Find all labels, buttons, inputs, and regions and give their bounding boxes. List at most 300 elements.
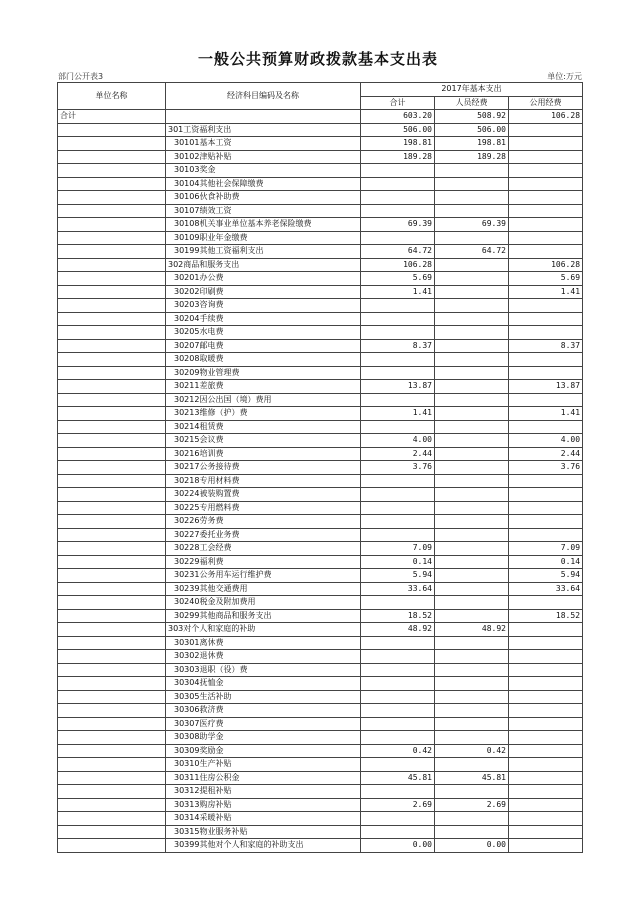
table-row [58,326,583,340]
row-econ-name: 30225专用燃料费 [166,501,361,515]
row-personnel: 45.81 [435,771,509,785]
row-econ-name: 30213维修（护）费 [166,407,361,421]
row-econ-name: 30218专用材料费 [166,474,361,488]
row-personnel [435,515,509,529]
row-public: 0.14 [509,555,583,569]
row-total: 8.37 [361,339,435,353]
row-public [509,663,583,677]
table-row [58,177,583,191]
row-econ-name: 30103奖金 [166,164,361,178]
row-public: 1.41 [509,407,583,421]
table-row [58,380,583,394]
row-unit-name [58,528,166,542]
row-econ-name: 30224被装购置费 [166,488,361,502]
row-public: 33.64 [509,582,583,596]
table-row [58,393,583,407]
row-total [361,677,435,691]
row-public [509,677,583,691]
row-unit-name [58,380,166,394]
table-row [58,285,583,299]
row-personnel [435,501,509,515]
row-personnel [435,596,509,610]
table-row [58,137,583,151]
row-personnel [435,312,509,326]
row-personnel [435,258,509,272]
row-personnel [435,609,509,623]
row-total [361,596,435,610]
table-row [58,677,583,691]
table-row [58,825,583,839]
row-unit-name [58,812,166,826]
table-row [58,461,583,475]
row-econ-name: 30104其他社会保障缴费 [166,177,361,191]
row-personnel [435,731,509,745]
table-row [58,704,583,718]
row-public [509,123,583,137]
table-row [58,123,583,137]
row-personnel [435,812,509,826]
table-row [58,758,583,772]
row-unit-name [58,258,166,272]
table-row [58,366,583,380]
table-row [58,312,583,326]
row-total [361,366,435,380]
row-personnel [435,326,509,340]
row-unit-name [58,299,166,313]
row-public [509,353,583,367]
row-total [361,204,435,218]
row-personnel [435,555,509,569]
row-unit-name [58,285,166,299]
row-personnel [435,164,509,178]
row-personnel [435,569,509,583]
table-row [58,582,583,596]
row-total [361,785,435,799]
table-row [58,771,583,785]
row-public [509,326,583,340]
table-row [58,515,583,529]
row-unit-name [58,609,166,623]
row-econ-name: 30214租赁费 [166,420,361,434]
row-econ-name: 30312提租补贴 [166,785,361,799]
row-total: 106.28 [361,258,435,272]
row-public [509,150,583,164]
row-personnel [435,204,509,218]
row-public [509,771,583,785]
row-econ-name: 30399其他对个人和家庭的补助支出 [166,839,361,853]
row-personnel: 2.69 [435,798,509,812]
row-unit-name [58,123,166,137]
row-public: 1.41 [509,285,583,299]
row-econ-name: 30216培训费 [166,447,361,461]
row-personnel [435,488,509,502]
row-public [509,515,583,529]
row-econ-name: 30239其他交通费用 [166,582,361,596]
table-row [58,353,583,367]
row-total [361,636,435,650]
row-public [509,731,583,745]
row-total [361,420,435,434]
row-unit-name [58,231,166,245]
row-econ-name: 30229福利费 [166,555,361,569]
row-personnel [435,663,509,677]
row-total: 7.09 [361,542,435,556]
row-total [361,528,435,542]
row-personnel [435,407,509,421]
row-total: 45.81 [361,771,435,785]
row-public [509,366,583,380]
row-unit-name [58,515,166,529]
row-personnel [435,285,509,299]
row-unit-name [58,555,166,569]
row-personnel [435,474,509,488]
row-personnel [435,393,509,407]
row-public [509,393,583,407]
row-public [509,704,583,718]
row-public [509,177,583,191]
row-econ-name: 30109职业年金缴费 [166,231,361,245]
header-public: 公用经费 [509,96,583,110]
row-econ-name: 30204手续费 [166,312,361,326]
row-unit-name [58,177,166,191]
row-econ-name: 30203咨询费 [166,299,361,313]
row-personnel [435,690,509,704]
row-total [361,488,435,502]
row-personnel [435,785,509,799]
row-unit-name [58,636,166,650]
row-econ-name: 30215会议费 [166,434,361,448]
row-total [361,299,435,313]
row-personnel [435,231,509,245]
row-public [509,636,583,650]
row-total: 198.81 [361,137,435,151]
row-econ-name: 30299其他商品和服务支出 [166,609,361,623]
row-unit-name [58,447,166,461]
row-unit-name [58,312,166,326]
row-total [361,231,435,245]
table-row [58,623,583,637]
row-total: 48.92 [361,623,435,637]
row-total [361,758,435,772]
row-econ-name: 30303退职（役）费 [166,663,361,677]
row-public [509,785,583,799]
row-unit-name [58,218,166,232]
table-row [58,272,583,286]
row-public [509,650,583,664]
row-econ-name: 30314采暖补贴 [166,812,361,826]
header-group: 2017年基本支出 [361,83,583,97]
row-unit-name [58,434,166,448]
table-row [58,717,583,731]
row-econ-name: 30302退休费 [166,650,361,664]
row-total [361,177,435,191]
row-econ-name: 30201办公费 [166,272,361,286]
table-row [58,542,583,556]
row-unit-name [58,393,166,407]
row-unit-name [58,272,166,286]
total-row-public: 106.28 [509,110,583,124]
row-unit-name [58,771,166,785]
row-personnel: 506.00 [435,123,509,137]
row-econ-name: 30309奖励金 [166,744,361,758]
row-personnel: 64.72 [435,245,509,259]
form-code: 部门公开表3 [58,72,104,81]
row-econ-name: 30211差旅费 [166,380,361,394]
row-total: 33.64 [361,582,435,596]
table-row [58,407,583,421]
table-row [58,812,583,826]
row-personnel: 69.39 [435,218,509,232]
row-public: 5.69 [509,272,583,286]
row-econ-name: 30102津贴补贴 [166,150,361,164]
row-unit-name [58,785,166,799]
table-row [58,663,583,677]
row-econ-name: 30101基本工资 [166,137,361,151]
row-econ-name: 30307医疗费 [166,717,361,731]
table-row [58,218,583,232]
row-econ-name: 30313购房补贴 [166,798,361,812]
row-personnel [435,636,509,650]
row-total [361,704,435,718]
row-unit-name [58,825,166,839]
row-total: 1.41 [361,285,435,299]
row-econ-name: 30228工会经费 [166,542,361,556]
table-row [58,839,583,853]
row-public: 13.87 [509,380,583,394]
row-total [361,717,435,731]
row-total [361,164,435,178]
row-personnel [435,758,509,772]
row-personnel [435,825,509,839]
row-public: 2.44 [509,447,583,461]
row-total: 0.14 [361,555,435,569]
row-public [509,231,583,245]
table-row [58,528,583,542]
row-personnel [435,717,509,731]
row-total: 18.52 [361,609,435,623]
row-total [361,515,435,529]
row-total: 0.42 [361,744,435,758]
row-personnel [435,366,509,380]
row-unit-name [58,650,166,664]
row-total: 2.69 [361,798,435,812]
row-unit-name [58,717,166,731]
row-public: 8.37 [509,339,583,353]
row-public: 106.28 [509,258,583,272]
table-row [58,555,583,569]
row-unit-name [58,542,166,556]
row-total: 13.87 [361,380,435,394]
table-row [58,488,583,502]
row-personnel [435,447,509,461]
row-public [509,528,583,542]
row-total [361,663,435,677]
row-personnel: 0.00 [435,839,509,853]
row-public [509,312,583,326]
row-public [509,245,583,259]
row-total: 506.00 [361,123,435,137]
table-row [58,744,583,758]
row-total: 3.76 [361,461,435,475]
table-row [58,650,583,664]
row-total [361,474,435,488]
table-row [58,339,583,353]
table-row [58,474,583,488]
row-personnel [435,528,509,542]
row-unit-name [58,137,166,151]
row-personnel [435,177,509,191]
row-personnel [435,434,509,448]
unit-label: 单位:万元 [547,72,582,81]
row-econ-name: 301工资福利支出 [166,123,361,137]
header-total: 合计 [361,96,435,110]
row-unit-name [58,245,166,259]
table-row [58,204,583,218]
row-public [509,744,583,758]
row-total [361,393,435,407]
table-row [58,191,583,205]
row-public [509,623,583,637]
row-personnel [435,582,509,596]
total-row-total: 603.20 [361,110,435,124]
row-personnel: 189.28 [435,150,509,164]
row-unit-name [58,461,166,475]
row-personnel [435,299,509,313]
row-public [509,596,583,610]
row-econ-name: 30209物业管理费 [166,366,361,380]
row-econ-name: 30301离休费 [166,636,361,650]
row-econ-name: 303对个人和家庭的补助 [166,623,361,637]
row-total: 69.39 [361,218,435,232]
row-total: 0.00 [361,839,435,853]
row-public [509,299,583,313]
table-row [58,245,583,259]
row-total [361,731,435,745]
row-unit-name [58,582,166,596]
row-unit-name [58,663,166,677]
row-personnel [435,461,509,475]
row-unit-name [58,407,166,421]
row-public [509,488,583,502]
row-total: 64.72 [361,245,435,259]
row-unit-name [58,474,166,488]
row-public [509,825,583,839]
row-econ-name: 30304抚恤金 [166,677,361,691]
row-econ-name: 30227委托业务费 [166,528,361,542]
row-public [509,137,583,151]
row-unit-name [58,839,166,853]
row-public [509,717,583,731]
row-econ-name: 30202印刷费 [166,285,361,299]
row-unit-name [58,420,166,434]
row-econ-name: 30310生产补贴 [166,758,361,772]
row-public [509,218,583,232]
table-row [58,150,583,164]
row-total [361,326,435,340]
row-unit-name [58,326,166,340]
row-total [361,825,435,839]
page-title: 一般公共预算财政拨款基本支出表 [197,50,438,68]
row-total [361,812,435,826]
total-row-personnel: 508.92 [435,110,509,124]
row-personnel [435,272,509,286]
row-public: 18.52 [509,609,583,623]
row-total [361,353,435,367]
row-unit-name [58,366,166,380]
total-row-label: 合计 [58,110,166,124]
table-row [58,231,583,245]
row-econ-name: 30311住房公积金 [166,771,361,785]
row-econ-name: 30226劳务费 [166,515,361,529]
table-row [58,258,583,272]
row-unit-name [58,204,166,218]
total-row [58,110,583,124]
table-row [58,434,583,448]
row-total [361,650,435,664]
row-unit-name [58,704,166,718]
row-public: 4.00 [509,434,583,448]
row-econ-name: 30240税金及附加费用 [166,596,361,610]
table-row [58,164,583,178]
header-unit-name: 单位名称 [58,83,166,110]
table-row [58,609,583,623]
row-unit-name [58,339,166,353]
row-personnel [435,677,509,691]
row-econ-name: 302商品和服务支出 [166,258,361,272]
row-total: 189.28 [361,150,435,164]
table-row [58,636,583,650]
row-econ-name: 30212因公出国（境）费用 [166,393,361,407]
table-row [58,299,583,313]
table-row [58,420,583,434]
row-unit-name [58,677,166,691]
row-unit-name [58,353,166,367]
row-public [509,420,583,434]
row-personnel [435,339,509,353]
row-unit-name [58,596,166,610]
row-unit-name [58,191,166,205]
total-row-econ [166,110,361,124]
row-personnel [435,420,509,434]
table-row [58,501,583,515]
row-unit-name [58,150,166,164]
row-total: 1.41 [361,407,435,421]
row-unit-name [58,569,166,583]
row-econ-name: 30217公务接待费 [166,461,361,475]
row-unit-name [58,488,166,502]
table-row [58,785,583,799]
row-total: 2.44 [361,447,435,461]
row-public [509,191,583,205]
table-row [58,731,583,745]
row-public [509,501,583,515]
row-total [361,690,435,704]
row-econ-name: 30231公务用车运行维护费 [166,569,361,583]
row-total [361,312,435,326]
row-public [509,690,583,704]
row-econ-name: 30108机关事业单位基本养老保险缴费 [166,218,361,232]
row-public [509,164,583,178]
row-econ-name: 30205水电费 [166,326,361,340]
row-econ-name: 30208取暖费 [166,353,361,367]
row-personnel: 0.42 [435,744,509,758]
row-econ-name: 30315物业服务补贴 [166,825,361,839]
row-econ-name: 30305生活补助 [166,690,361,704]
row-unit-name [58,690,166,704]
expenditure-table [57,82,583,853]
row-public [509,474,583,488]
row-personnel [435,704,509,718]
